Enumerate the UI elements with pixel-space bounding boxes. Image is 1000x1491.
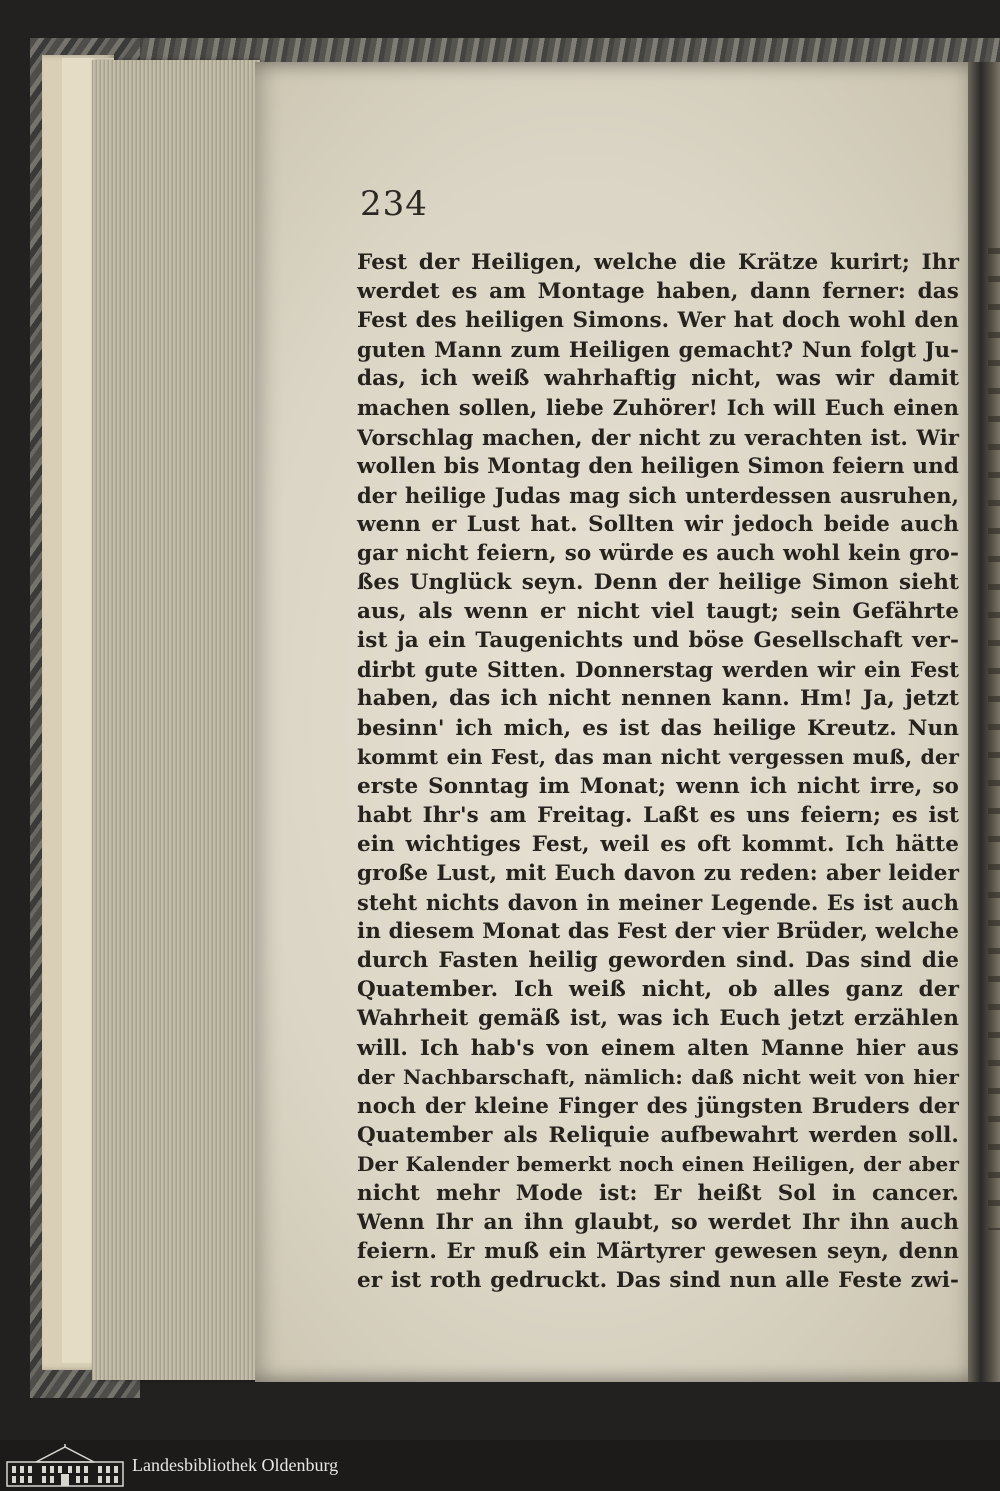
text-line: kommt ein Fest, das man nicht vergessen muß, der <box>357 744 959 769</box>
text-line: Der Kalender bemerkt noch einen Heiligen, der aber <box>357 1151 959 1176</box>
text-line: ist ja ein Taugenichts und böse Gesellschaft ver- <box>357 628 959 654</box>
text-line: haben, das ich nicht nennen kann. Hm! Ja, jetzt <box>357 686 959 712</box>
text-line: der heilige Judas mag sich unterdessen ausruhen, <box>357 482 959 508</box>
text-line: werdet es am Montage haben, dann ferner: das <box>357 279 959 305</box>
text-line: dirbt gute Sitten. Donnerstag werden wir ein Fest <box>357 657 959 683</box>
text-line: das, ich weiß wahrhaftig nicht, was wir damit <box>357 366 959 392</box>
text-line: Quatember. Ich weiß nicht, ob alles ganz der <box>357 977 959 1003</box>
text-line: nicht mehr Mode ist: Er heißt Sol in cancer. <box>357 1181 959 1206</box>
text-line: erste Sonntag im Monat; wenn ich nicht irre, so <box>357 773 959 799</box>
text-line: wollen bis Montag den heiligen Simon feiern und <box>357 453 959 479</box>
text-line: aus, als wenn er nicht viel taugt; sein Gefährte <box>357 599 959 625</box>
text-line: feiern. Er muß ein Märtyrer gewesen seyn, denn <box>357 1239 959 1265</box>
text-line: in diesem Monat das Fest der vier Brüder, welche <box>357 919 959 945</box>
text-line: gar nicht feiern, so würde es auch wohl kein gro- <box>357 540 959 566</box>
text-line: Quatember als Reliquie aufbewahrt werden soll. <box>357 1122 959 1148</box>
page-number: 234 <box>360 184 428 224</box>
text-line: er ist roth gedruckt. Das sind nun alle Feste zwi- <box>357 1268 959 1294</box>
footer-bar <box>0 1440 1000 1491</box>
text-line: Wahrheit gemäß ist, was ich Euch jetzt erzählen <box>357 1006 959 1032</box>
text-line: noch der kleine Finger des jüngsten Bruders der <box>357 1093 959 1119</box>
facing-page-edge <box>988 230 1000 1230</box>
text-line: der Nachbarschaft, nämlich: daß nicht weit von hier <box>357 1064 959 1089</box>
text-line: ein wichtiges Fest, weil es oft kommt. Ich hätte <box>357 831 959 857</box>
text-line: machen sollen, liebe Zuhörer! Ich will Euch einen <box>357 395 959 421</box>
page-text-block <box>357 248 959 1295</box>
page-edges <box>92 60 260 1380</box>
text-line: große Lust, mit Euch davon zu reden: aber leider <box>357 860 959 886</box>
text-line: habt Ihr's am Freitag. Laßt es uns feiern; es ist <box>357 802 959 828</box>
text-line: Fest der Heiligen, welche die Krätze kurirt; Ihr <box>357 250 959 275</box>
text-line: besinn' ich mich, es ist das heilige Kreutz. Nun <box>357 715 959 741</box>
text-line: Wenn Ihr an ihn glaubt, so werdet Ihr ihn auch <box>357 1210 959 1236</box>
text-line: ßes Unglück seyn. Denn der heilige Simon sieht <box>357 570 959 596</box>
text-line: steht nichts davon in meiner Legende. Es ist auch <box>357 890 959 916</box>
text-line: wenn er Lust hat. Sollten wir jedoch beide auch <box>357 511 959 537</box>
library-building-icon <box>6 1444 124 1488</box>
text-line: Fest des heiligen Simons. Wer hat doch wohl den <box>357 308 959 334</box>
text-line: guten Mann zum Heiligen gemacht? Nun folgt Ju- <box>357 337 959 363</box>
text-line: Vorschlag machen, der nicht zu verachten ist. Wir <box>357 424 959 450</box>
text-line: durch Fasten heilig geworden sind. Das sind die <box>357 948 959 974</box>
library-name: Landesbibliothek Oldenburg <box>132 1455 339 1475</box>
text-line: will. Ich hab's von einem alten Manne hier aus <box>357 1035 959 1061</box>
